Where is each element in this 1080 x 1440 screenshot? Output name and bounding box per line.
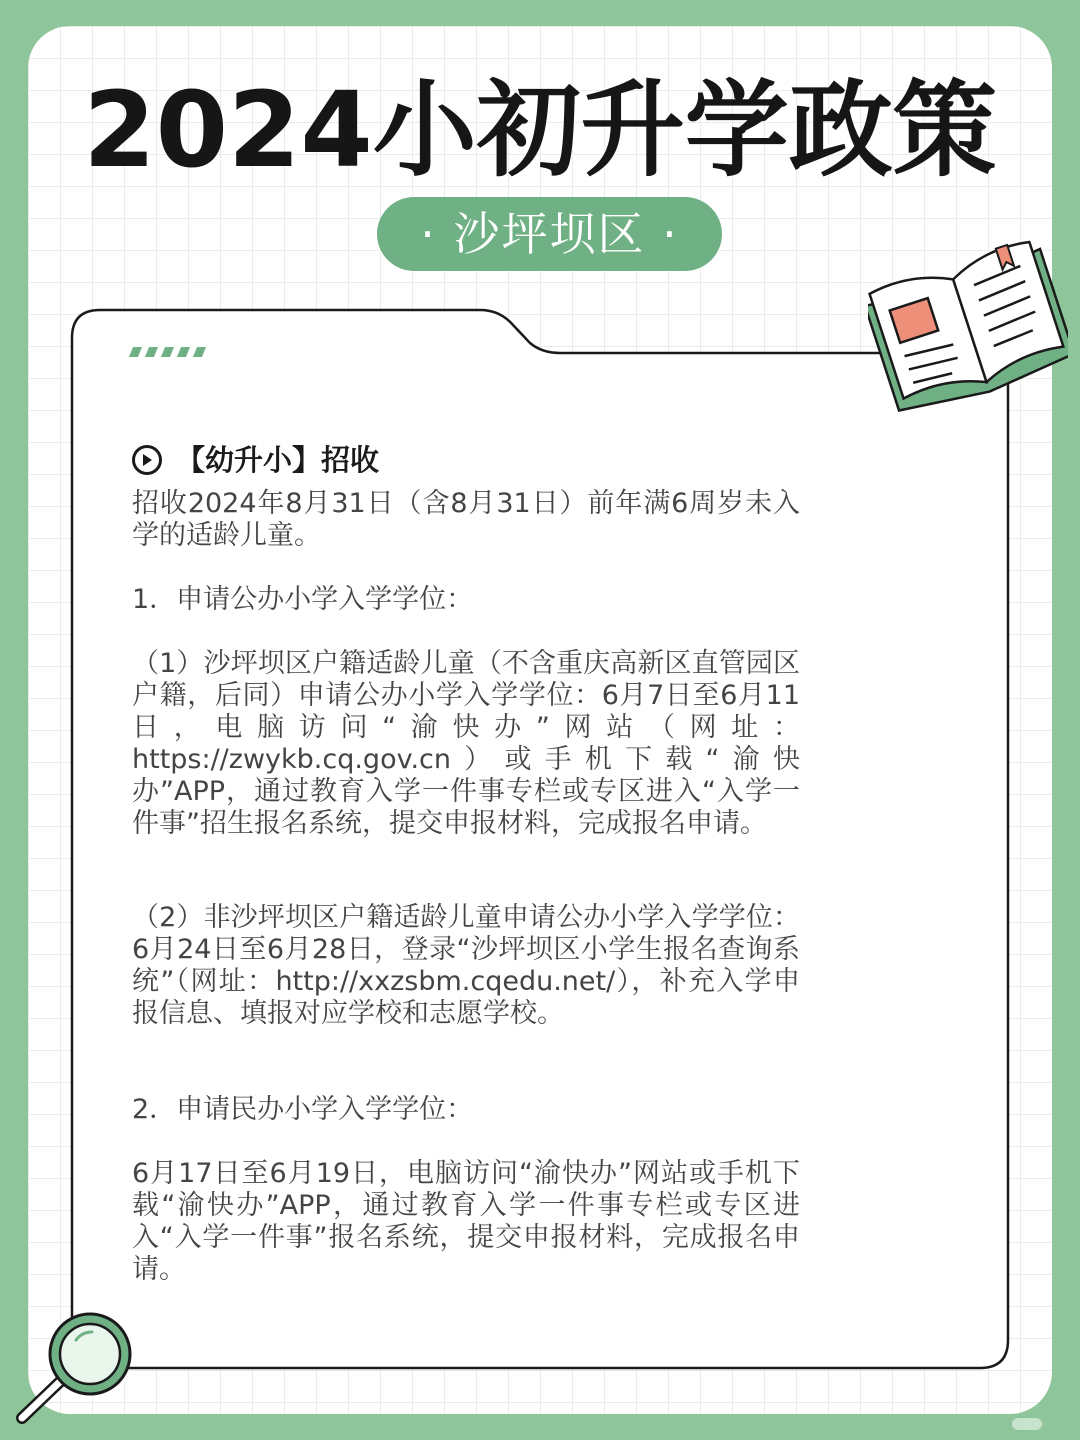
private-school-title: 2．申请民办小学入学学位：	[132, 1094, 474, 1125]
intro-text: 招收2024年8月31日（含8月31日）前年满6周岁未入学的适龄儿童。	[132, 488, 800, 551]
section-heading	[132, 440, 800, 480]
section-heading-text: 【幼升小】招收	[176, 443, 380, 477]
private-school-item: 6月17日至6月19日，电脑访问“渝快办”网站或手机下载“渝快办”APP，通过教育入学一件事专栏或专区进入“入学一件事”报名系统，提交申报材料，完成报名申请。	[132, 1158, 800, 1285]
public-school-item-1: （1）沙坪坝区户籍适龄儿童（不含重庆高新区直管园区户籍，后同）申请公办小学入学学位：6月7日至6月11日，电脑访问“渝快办”网站（网址：https://zwykb.cq.gov.cn）或手机下载“渝快办”APP，通过教育入学一件事专栏或专区进入“入学一件事”招生报名系统，提交申报材料，完成报名申请。	[132, 648, 800, 839]
play-circle-icon	[132, 445, 162, 475]
public-school-title: 1．申请公办小学入学学位：	[132, 584, 474, 615]
public-school-item-2: （2）非沙坪坝区户籍适龄儿童申请公办小学入学学位：6月24日至6月28日，登录“沙坪坝区小学生报名查询系统”（网址：http://xxzsbm.cqedu.net/），补充入学申报信息、填报对应学校和志愿学校。	[132, 902, 800, 1029]
watermark	[1012, 1418, 1042, 1430]
page-title: 2024小初升学政策	[83, 69, 997, 191]
open-book-icon	[868, 235, 1068, 415]
magnifier-icon	[12, 1312, 142, 1427]
decorative-dashes	[131, 347, 204, 357]
policy-content	[132, 440, 800, 1286]
district-badge: · 沙坪坝区 ·	[377, 197, 722, 271]
